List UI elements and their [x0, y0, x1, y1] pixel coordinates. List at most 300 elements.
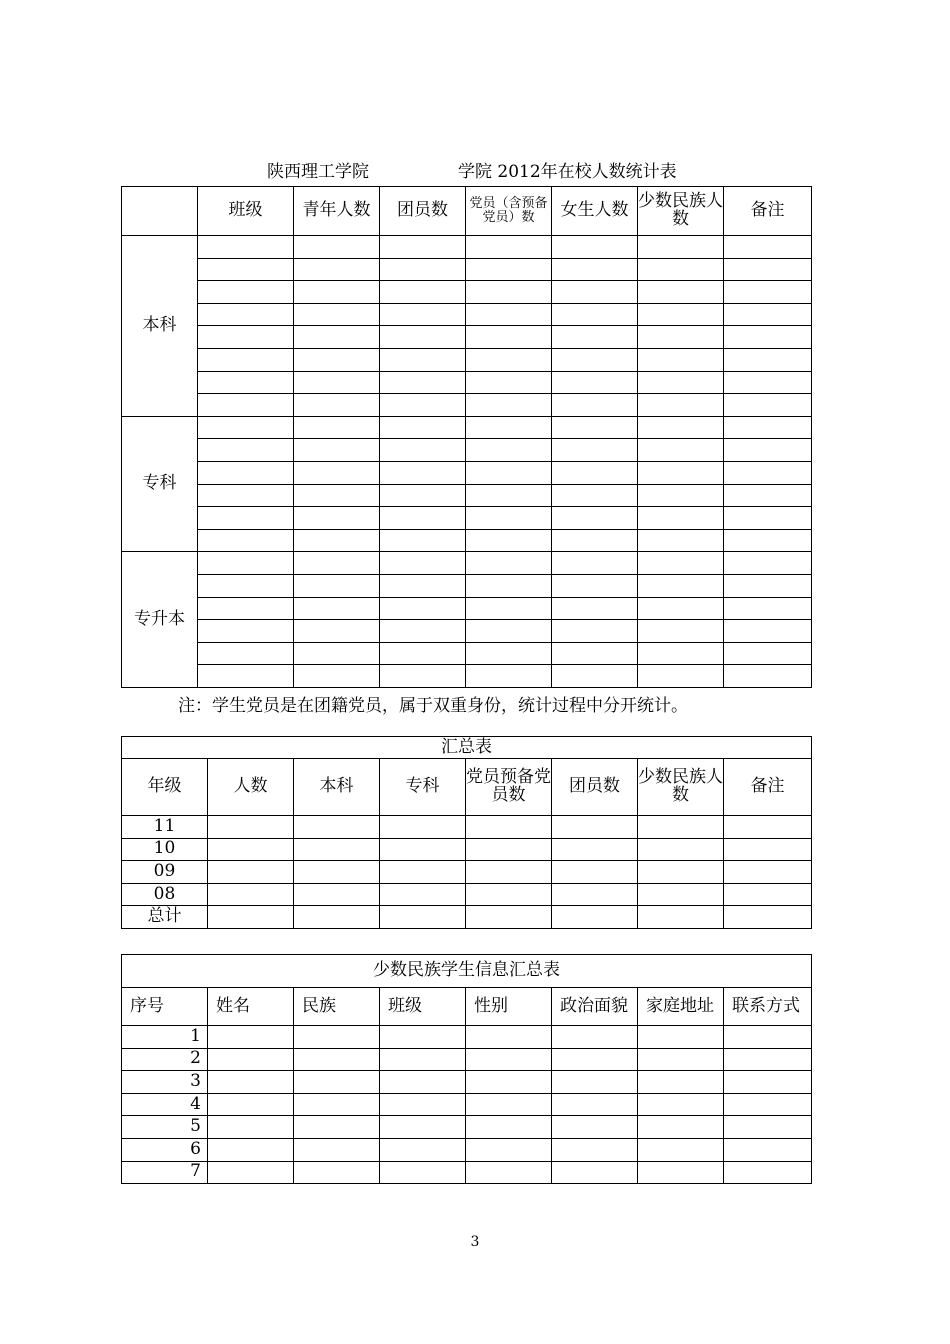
empty-cell	[724, 484, 812, 507]
empty-cell	[724, 574, 812, 597]
empty-cell	[208, 906, 294, 929]
empty-cell	[466, 1048, 552, 1071]
empty-cell	[638, 1161, 724, 1184]
caption-row	[122, 737, 812, 759]
column-header: 序号	[122, 988, 208, 1026]
table-row	[122, 1116, 812, 1139]
empty-cell	[638, 507, 724, 530]
empty-cell	[294, 665, 380, 688]
empty-cell	[294, 883, 380, 906]
column-header: 少数民族人数	[638, 759, 724, 816]
empty-cell	[724, 439, 812, 462]
minority-students-table	[121, 954, 812, 1184]
empty-cell	[638, 1093, 724, 1116]
row-number: 1	[122, 1026, 208, 1049]
table-row	[122, 507, 812, 530]
empty-cell	[638, 838, 724, 861]
empty-cell	[198, 371, 294, 394]
empty-cell	[208, 883, 294, 906]
empty-cell	[380, 552, 466, 575]
empty-cell	[552, 281, 638, 304]
empty-cell	[724, 552, 812, 575]
empty-cell	[208, 1048, 294, 1071]
table-row	[122, 665, 812, 688]
empty-cell	[380, 838, 466, 861]
empty-cell	[638, 484, 724, 507]
empty-cell	[198, 236, 294, 259]
empty-cell	[208, 838, 294, 861]
empty-cell	[294, 1048, 380, 1071]
empty-cell	[294, 620, 380, 643]
empty-cell	[294, 416, 380, 439]
empty-cell	[466, 416, 552, 439]
empty-cell	[380, 529, 466, 552]
empty-cell	[294, 552, 380, 575]
empty-cell	[380, 348, 466, 371]
empty-cell	[638, 394, 724, 417]
column-header: 女生人数	[552, 187, 638, 236]
column-header: 专科	[380, 759, 466, 816]
empty-cell	[638, 348, 724, 371]
empty-cell	[380, 484, 466, 507]
empty-cell	[466, 1116, 552, 1139]
empty-cell	[724, 1116, 812, 1139]
empty-cell	[638, 552, 724, 575]
empty-cell	[380, 1071, 466, 1094]
table-row	[122, 883, 812, 906]
empty-cell	[724, 461, 812, 484]
empty-cell	[380, 371, 466, 394]
empty-cell	[294, 484, 380, 507]
empty-cell	[638, 1138, 724, 1161]
empty-cell	[380, 1048, 466, 1071]
column-header: 少数民族人数	[638, 187, 724, 236]
empty-cell	[724, 642, 812, 665]
empty-cell	[208, 1116, 294, 1139]
empty-cell	[294, 371, 380, 394]
empty-cell	[294, 461, 380, 484]
grade-label: 总计	[122, 906, 208, 929]
table-row	[122, 1093, 812, 1116]
table-row	[122, 258, 812, 281]
empty-cell	[198, 507, 294, 530]
empty-cell	[466, 861, 552, 884]
empty-cell	[380, 883, 466, 906]
group-label: 专科	[122, 416, 198, 552]
table-row	[122, 394, 812, 417]
table-row	[122, 348, 812, 371]
footnote: 注：学生党员是在团籍党员，属于双重身份，统计过程中分开统计。	[178, 696, 688, 716]
empty-cell	[552, 236, 638, 259]
empty-cell	[294, 1071, 380, 1094]
empty-cell	[466, 620, 552, 643]
empty-cell	[724, 816, 812, 839]
empty-cell	[198, 348, 294, 371]
empty-cell	[380, 303, 466, 326]
empty-cell	[294, 1116, 380, 1139]
empty-cell	[638, 303, 724, 326]
empty-cell	[294, 348, 380, 371]
empty-cell	[380, 574, 466, 597]
empty-cell	[724, 303, 812, 326]
empty-cell	[294, 326, 380, 349]
table-row	[122, 1138, 812, 1161]
empty-cell	[638, 236, 724, 259]
empty-cell	[552, 597, 638, 620]
table-row	[122, 861, 812, 884]
column-header: 姓名	[208, 988, 294, 1026]
empty-cell	[466, 484, 552, 507]
empty-cell	[294, 838, 380, 861]
empty-cell	[724, 1093, 812, 1116]
empty-cell	[552, 816, 638, 839]
empty-cell	[466, 1138, 552, 1161]
table-row	[122, 439, 812, 462]
empty-cell	[294, 439, 380, 462]
empty-cell	[380, 394, 466, 417]
empty-cell	[724, 665, 812, 688]
empty-cell	[552, 1116, 638, 1139]
row-number: 5	[122, 1116, 208, 1139]
empty-cell	[552, 574, 638, 597]
empty-cell	[294, 1138, 380, 1161]
empty-cell	[294, 507, 380, 530]
empty-cell	[208, 1093, 294, 1116]
empty-cell	[466, 552, 552, 575]
empty-cell	[198, 326, 294, 349]
row-number: 4	[122, 1093, 208, 1116]
empty-cell	[380, 1138, 466, 1161]
empty-cell	[380, 642, 466, 665]
row-number: 3	[122, 1071, 208, 1094]
column-header	[122, 187, 198, 236]
caption-row	[122, 955, 812, 988]
column-header: 党员（含预备党员）数	[466, 187, 552, 236]
empty-cell	[466, 348, 552, 371]
empty-cell	[198, 642, 294, 665]
empty-cell	[552, 529, 638, 552]
empty-cell	[638, 326, 724, 349]
empty-cell	[294, 906, 380, 929]
empty-cell	[198, 484, 294, 507]
empty-cell	[294, 1161, 380, 1184]
empty-cell	[294, 258, 380, 281]
table-row	[122, 574, 812, 597]
table-row	[122, 484, 812, 507]
empty-cell	[638, 883, 724, 906]
empty-cell	[552, 326, 638, 349]
header-row	[122, 988, 812, 1026]
empty-cell	[552, 507, 638, 530]
empty-cell	[466, 1071, 552, 1094]
empty-cell	[380, 439, 466, 462]
empty-cell	[380, 620, 466, 643]
empty-cell	[552, 883, 638, 906]
empty-cell	[724, 883, 812, 906]
empty-cell	[208, 1026, 294, 1049]
column-header: 性别	[466, 988, 552, 1026]
column-header: 备注	[724, 759, 812, 816]
empty-cell	[466, 816, 552, 839]
empty-cell	[724, 348, 812, 371]
empty-cell	[638, 529, 724, 552]
empty-cell	[724, 597, 812, 620]
table-row	[122, 236, 812, 259]
empty-cell	[552, 1093, 638, 1116]
empty-cell	[198, 597, 294, 620]
title-school: 陕西理工学院	[267, 162, 369, 182]
column-header: 家庭地址	[638, 988, 724, 1026]
empty-cell	[638, 597, 724, 620]
empty-cell	[552, 348, 638, 371]
empty-cell	[294, 394, 380, 417]
empty-cell	[198, 258, 294, 281]
row-number: 7	[122, 1161, 208, 1184]
empty-cell	[466, 529, 552, 552]
empty-cell	[208, 861, 294, 884]
empty-cell	[552, 642, 638, 665]
table-caption: 汇总表	[122, 737, 812, 759]
column-header: 团员数	[380, 187, 466, 236]
empty-cell	[466, 665, 552, 688]
empty-cell	[724, 258, 812, 281]
empty-cell	[294, 303, 380, 326]
enrollment-table	[121, 186, 812, 688]
table-row	[122, 1071, 812, 1094]
empty-cell	[724, 416, 812, 439]
empty-cell	[638, 665, 724, 688]
empty-cell	[466, 642, 552, 665]
empty-cell	[466, 439, 552, 462]
empty-cell	[466, 597, 552, 620]
empty-cell	[466, 236, 552, 259]
empty-cell	[724, 507, 812, 530]
empty-cell	[466, 281, 552, 304]
empty-cell	[380, 236, 466, 259]
empty-cell	[466, 883, 552, 906]
empty-cell	[380, 281, 466, 304]
empty-cell	[724, 1138, 812, 1161]
table-caption: 少数民族学生信息汇总表	[122, 955, 812, 988]
empty-cell	[552, 552, 638, 575]
empty-cell	[552, 461, 638, 484]
empty-cell	[466, 1093, 552, 1116]
empty-cell	[294, 236, 380, 259]
empty-cell	[552, 861, 638, 884]
table-row	[122, 461, 812, 484]
empty-cell	[380, 416, 466, 439]
empty-cell	[294, 597, 380, 620]
empty-cell	[552, 906, 638, 929]
empty-cell	[208, 1071, 294, 1094]
table-row	[122, 281, 812, 304]
empty-cell	[552, 258, 638, 281]
table-row	[122, 371, 812, 394]
empty-cell	[198, 574, 294, 597]
empty-cell	[724, 1071, 812, 1094]
empty-cell	[294, 281, 380, 304]
empty-cell	[638, 574, 724, 597]
empty-cell	[294, 861, 380, 884]
empty-cell	[198, 620, 294, 643]
empty-cell	[638, 861, 724, 884]
empty-cell	[552, 665, 638, 688]
empty-cell	[638, 258, 724, 281]
group-label: 专升本	[122, 552, 198, 688]
empty-cell	[724, 371, 812, 394]
empty-cell	[380, 1161, 466, 1184]
table-row	[122, 597, 812, 620]
table-row	[122, 1048, 812, 1071]
empty-cell	[294, 529, 380, 552]
grade-label: 11	[122, 816, 208, 839]
empty-cell	[724, 326, 812, 349]
column-header: 年级	[122, 759, 208, 816]
empty-cell	[638, 439, 724, 462]
empty-cell	[638, 816, 724, 839]
empty-cell	[294, 1026, 380, 1049]
empty-cell	[552, 1026, 638, 1049]
column-header: 民族	[294, 988, 380, 1026]
header-row	[122, 187, 812, 236]
empty-cell	[380, 1093, 466, 1116]
empty-cell	[552, 1138, 638, 1161]
empty-cell	[380, 861, 466, 884]
empty-cell	[638, 371, 724, 394]
column-header: 备注	[724, 187, 812, 236]
column-header: 政治面貌	[552, 988, 638, 1026]
empty-cell	[724, 838, 812, 861]
empty-cell	[466, 838, 552, 861]
empty-cell	[724, 236, 812, 259]
empty-cell	[552, 620, 638, 643]
column-header: 本科	[294, 759, 380, 816]
table-row	[122, 838, 812, 861]
page-number: 3	[470, 1234, 480, 1250]
empty-cell	[198, 552, 294, 575]
empty-cell	[380, 507, 466, 530]
empty-cell	[638, 642, 724, 665]
empty-cell	[638, 416, 724, 439]
empty-cell	[466, 303, 552, 326]
table-row	[122, 642, 812, 665]
header-row	[122, 759, 812, 816]
column-header: 班级	[380, 988, 466, 1026]
summary-table	[121, 736, 812, 929]
grade-label: 09	[122, 861, 208, 884]
column-header: 班级	[198, 187, 294, 236]
empty-cell	[198, 461, 294, 484]
empty-cell	[552, 394, 638, 417]
empty-cell	[198, 439, 294, 462]
empty-cell	[466, 461, 552, 484]
empty-cell	[552, 416, 638, 439]
table-row	[122, 906, 812, 929]
column-header: 联系方式	[724, 988, 812, 1026]
grade-label: 10	[122, 838, 208, 861]
empty-cell	[294, 816, 380, 839]
table-row	[122, 416, 812, 439]
empty-cell	[380, 1026, 466, 1049]
table-row	[122, 1026, 812, 1049]
empty-cell	[724, 1048, 812, 1071]
empty-cell	[466, 507, 552, 530]
table-row	[122, 1161, 812, 1184]
document-title	[0, 157, 950, 181]
empty-cell	[724, 861, 812, 884]
empty-cell	[466, 1026, 552, 1049]
empty-cell	[552, 303, 638, 326]
row-number: 2	[122, 1048, 208, 1071]
empty-cell	[638, 1026, 724, 1049]
empty-cell	[724, 1026, 812, 1049]
empty-cell	[638, 1071, 724, 1094]
empty-cell	[552, 1048, 638, 1071]
empty-cell	[466, 906, 552, 929]
empty-cell	[638, 906, 724, 929]
table-row	[122, 552, 812, 575]
empty-cell	[380, 326, 466, 349]
empty-cell	[198, 394, 294, 417]
table-row	[122, 326, 812, 349]
empty-cell	[380, 665, 466, 688]
empty-cell	[466, 394, 552, 417]
empty-cell	[466, 1161, 552, 1184]
empty-cell	[294, 642, 380, 665]
empty-cell	[380, 1116, 466, 1139]
empty-cell	[638, 1048, 724, 1071]
empty-cell	[724, 620, 812, 643]
empty-cell	[552, 371, 638, 394]
empty-cell	[466, 326, 552, 349]
empty-cell	[638, 1116, 724, 1139]
column-header: 人数	[208, 759, 294, 816]
empty-cell	[198, 416, 294, 439]
empty-cell	[552, 484, 638, 507]
empty-cell	[380, 816, 466, 839]
empty-cell	[198, 281, 294, 304]
empty-cell	[638, 461, 724, 484]
empty-cell	[466, 258, 552, 281]
grade-label: 08	[122, 883, 208, 906]
column-header: 青年人数	[294, 187, 380, 236]
empty-cell	[552, 1071, 638, 1094]
empty-cell	[638, 620, 724, 643]
empty-cell	[724, 281, 812, 304]
empty-cell	[198, 303, 294, 326]
empty-cell	[198, 529, 294, 552]
empty-cell	[724, 394, 812, 417]
table-row	[122, 620, 812, 643]
empty-cell	[208, 816, 294, 839]
empty-cell	[552, 439, 638, 462]
table-row	[122, 529, 812, 552]
empty-cell	[380, 258, 466, 281]
empty-cell	[638, 281, 724, 304]
empty-cell	[724, 906, 812, 929]
row-number: 6	[122, 1138, 208, 1161]
empty-cell	[380, 906, 466, 929]
empty-cell	[724, 1161, 812, 1184]
title-table-name: 学院 2012年在校人数统计表	[458, 162, 677, 182]
column-header: 团员数	[552, 759, 638, 816]
empty-cell	[294, 574, 380, 597]
column-header: 党员预备党员数	[466, 759, 552, 816]
group-label: 本科	[122, 236, 198, 417]
empty-cell	[198, 665, 294, 688]
empty-cell	[552, 1161, 638, 1184]
empty-cell	[724, 529, 812, 552]
